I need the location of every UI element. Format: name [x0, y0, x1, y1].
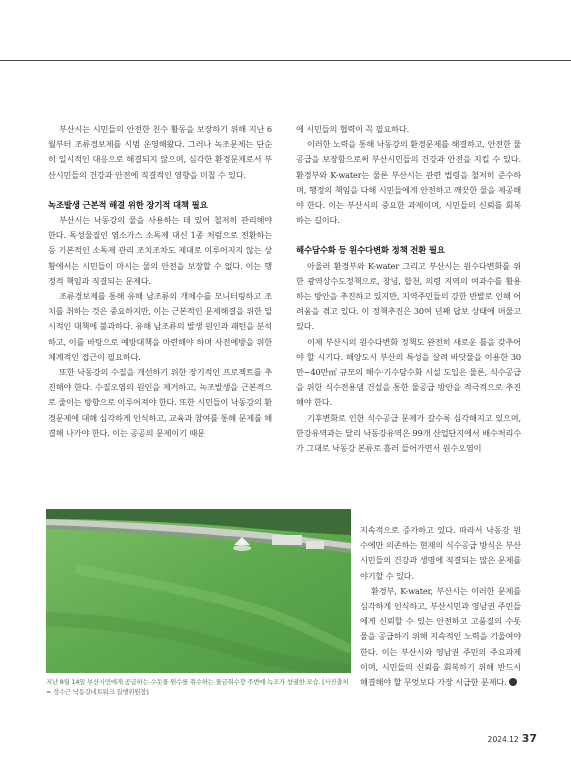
intake-structure: [272, 535, 302, 545]
header-rule: [0, 60, 571, 61]
water-ripple: [233, 545, 251, 551]
river-photo-icon: [46, 509, 351, 673]
page-footer: [488, 727, 537, 746]
paragraph: 조류경보제를 통해 유해 남조류의 개체수를 모니터링하고 조치를 취하는 것은 중요하지만, 이는 근본적인 문제해결을 위한 일시적인 대책에 불과하다. 유해 남조류의 발생 원인과 패턴을 분석하고, 이를 바탕으로 예방대책을 마련해야 하며 사전예방을 위한 체계적인 접근이 필요하다.: [48, 291, 272, 362]
paragraph-gap: [296, 228, 521, 243]
paragraph: 부산시는 시민들의 안전한 친수 활동을 보장하기 위해 지난 6월부터 조류경보제를 시범 운영해왔다. 그러나 녹조문제는 단순히 일시적인 대응으로 해결되지 않으며, 심각한 환경문제로서 부산시민들의 건강과 안전에 직결적인 영향을 미칠 수 있다.: [48, 124, 272, 180]
paragraph: 아울러 환경부와 K-water 그리고 부산시는 원수다변화를 위한 광역상수도정책으로, 창녕, 합천, 의령 지역의 여과수를 활용하는 방안을 추진하고 있지만, 지역주민들의 강한 반발로 인해 어려움을 겪고 있다. 이 정책추진은 30여 년째 답보 상태에 머물고 있다.: [296, 260, 521, 332]
section-heading: 녹조발생 근본적 해결 위한 장기적 대책 필요: [48, 199, 208, 210]
paragraph: 이러한 노력을 통해 낙동강의 환경문제를 해결하고, 안전한 물공급을 보장함으로써 부산시민들의 건강과 안전을 지킬 수 있다. 환경부와 K-water는 물론 부산시는 관련 법령을 철저히 준수하며, 행정의 책임을 다해 시민들에게 안전하고 깨끗한 물을 제공해야 한다. 이는 부산시의 중요한 과제이며, 시민들의 신뢰를 회복하는 길이다.: [296, 139, 521, 226]
page-number: 37: [521, 732, 537, 745]
paragraph: 이제 부산시의 원수다변화 정책도 완전히 새로운 틀을 갖추어야 할 시기다. 해양도시 부산의 특성을 살려 바닷물을 이용한 30만~40만㎥ 규모의 해수·기수담수화 시설 도입은 물론, 식수공급을 위한 식수전용댐 건설을 통한 물공급 방안을 적극적으로 추진해야 한다.: [296, 336, 521, 408]
photo-caption: 지난 8월 14일 부산시민에게 공급하는 수돗물 원수를 취수하는 물금취수장 주변에 녹조가 창궐한 모습. [사진출처 = 정수근 낙동강네트워크 집행위원장]: [46, 678, 349, 696]
end-mark-icon: [509, 678, 517, 686]
paragraph: 지속적으로 증가하고 있다. 따라서 낙동강 원수에만 의존하는 현재의 식수공급 방식은 부산시민들의 건강과 생명에 직결되는 많은 문제를 야기할 수 있다.: [360, 525, 521, 581]
article-column-left: [48, 122, 272, 441]
paragraph: 또한 낙동강의 수질을 개선하기 위한 장기적인 프로젝트를 추진해야 한다. 수질오염의 원인을 제거하고, 녹조발생을 근본적으로 줄이는 방향으로 이루어져야 한다. 또한 시민들이 낙동강의 환경문제에 대해 심각하게 인식하고, 교육과 참여를 통해 문제를 해결해 나가야 한다. 이는 공공의 문제이기 때문: [48, 367, 272, 438]
intake-building: [306, 541, 324, 549]
article-column-right-lower: [360, 523, 521, 690]
river-algae-photo: [46, 509, 351, 673]
paragraph: 환경부, K-water, 부산시는 이러한 문제를 심각하게 인식하고, 부산시민과 영남권 주민들에게 신뢰할 수 있는 안전하고 고품질의 수돗물을 공급하기 위해 지속적인 노력을 기울여야 한다. 이는 부산시와 영남권 주민의 주요과제이며, 시민들의 신뢰를 회복하기 위해 반드시 해결해야 할 무엇보다 가장 시급한 문제다.: [360, 585, 521, 688]
issue-date: 2024.12: [487, 735, 519, 744]
paragraph: 부산시는 낙동강의 물을 사용하는 데 있어 철저히 관리해야 한다. 독성물질인 염소가스 소독제 대신 1종 처럼으로 전환하는 등 기본적인 소독제 관리 조치조차도 제대로 이루어지지 않는 상황에서는 시민들이 마시는 물의 안전을 보장할 수 없다. 이는 행정적 책임과 직결되는 문제다.: [48, 215, 272, 286]
paragraph: 기후변화로 인한 식수공급 문제가 갈수록 심각해지고 있으며, 한강유역과는 달리 낙동강유역은 99개 산업단지에서 배수처리수가 그대로 낙동강 본류로 흘러 들어가면서 원수오염이: [296, 412, 521, 454]
article-column-right: [296, 122, 521, 456]
section-heading: 해수담수화 등 원수다변화 정책 전환 필요: [296, 245, 445, 256]
paragraph-gap: [48, 183, 272, 198]
paragraph: 에 시민들의 협력이 꼭 필요하다.: [296, 124, 410, 134]
